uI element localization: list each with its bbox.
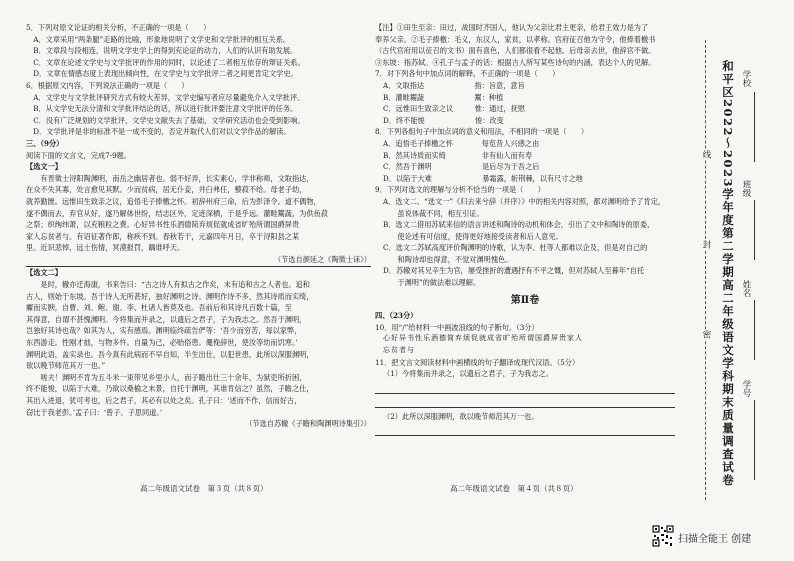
passage-one-line: 就养勤匮。远惟田生致亲之议，追悟毛子捧檄之怀。初辞州府三命，后为彭泽令。道不偶物， [26,196,321,206]
q10-text: 心好异书性乐酒德简弃烦促就成省旷殆所谓国爵屏贵家人 [383,334,583,343]
passage-two-line: 窃比于我老彭。’孟子曰：‘曾子、子思同道。’ [26,407,163,417]
passage-two-line: 癯而实腴，自曹、刘、鲍、谢、李、杜诸人皆莫及也。吾前后和其诗凡百数十篇，至 [26,303,292,313]
passage-one-source: （节选自颜延之《陶徵士诔》） [273,254,371,264]
qr-code-icon [652,525,674,547]
q10-stem: 10．用“/”给材料一中画波浪线的句子断句。（3分） [375,322,539,332]
annotation-note: ③东坡：指苏轼。④孔子与孟子的话：根据古人所写某些诗句的内涵，表达个人的见解。 [375,57,656,67]
passage-one-label: 【选文一】 [26,162,62,172]
passage-one-line: 在众不失其寡，处言愈见其默。少而贫病，居无仆妾，井臼弗任，藜菽不给。母老子幼， [26,185,307,195]
name-blank[interactable] [754,300,755,360]
section-three-heading: 三、（9分） [26,138,64,148]
passage-two-line: 东西游走。性刚才拙，与物多忤。自量为己，必贻俗患。僶俛辞世，使汝等幼而饥寒。’ [26,338,298,348]
q9-option-a: A．选文二、“选文一”《归去来兮辞（并序）》中的相关内容对照，都对渊明给予了肯定， [383,196,666,206]
passage-two-line-underlined: 其得意，自谓不甚愧渊明。今将集而并录之，以遗后之君子，子为我志之。然吾于渊明， [26,314,307,324]
cut-mark-seal: 封 [701,240,711,249]
field-label-class: 班级 [741,180,751,197]
cut-mark-line: 线 [701,150,711,159]
q7-stem: 7．对下列各句中加点词的解释，不正确的一项是（ ） [375,69,560,79]
exam-title: 和平区2022～2023学年度第二学期高二年级语文学科期末质量调查试卷 [721,60,735,488]
q9-option-b-cont: 使论述有可信度，使得更好地接受读者和后人意见。 [383,231,563,241]
scanner-watermark: 扫描全能王 创建 [678,534,752,545]
part-two-title: 第Ⅱ卷 [510,294,540,306]
student-id-blank[interactable] [754,400,755,480]
q11-answer-line-3[interactable] [375,422,675,436]
passage-one-line-wavy: 之祭；织绚纬萧，以充粮粒之费。心好异书性乐酒德简弃烦促就成省旷殆所谓国爵屏贵 [26,220,300,230]
passage-one-line: 有晋徵士浔阳陶渊明，南岳之幽居者也。弱不好弄，长实素心，学非称师，文取指达， [26,173,314,183]
passage-one-line: 里。近识悲悼，远士伤情，冥漠报罚，藕谁呼天。 [26,243,185,253]
binding-dashed-line [705,40,706,500]
q7-option-c: C．远惟田生致亲之议 惟：通过，抚慰 [383,104,526,114]
passage-one-line: 遂不偶而去，弃官从好，遂乃解体世纷，结志区外，定迹深栖，于是乎远。灌畦鬻蔬，为供鱼菽 [26,208,328,218]
annotation-note: 【注】①田生至亲：田过，战国时齐国人，他认为父亲比君主更亲，给君王效力是为了 [375,23,649,32]
q11-answer-line-2[interactable] [375,394,675,408]
q6-option-c: C．没有广泛规划的文学批评，文学史文献失去了基础，文学研究活动也会受到影响。 [26,115,305,125]
school-blank[interactable] [754,92,755,162]
q7-option-a: A．文取指达 指：旨意，意旨 [383,80,525,90]
q10-text-cont: 忘贫者与 [383,346,415,355]
q9-option-a-cont: 虽说体裁不同，相互引证。 [383,208,484,218]
q6-stem: 6．根据原文内容，下列说法正确的一项是（ ） [26,80,189,90]
q8-option-b: B．然其诗质而实绮 非有仙人而有寿 [383,150,533,160]
q5-option-a: A．文章采用“两条腿”走路的比喻，形象地说明了文学史和文学批评的相互关系。 [26,34,291,44]
passage-two-line: 嗟夫！渊明不肯为五斗米一束带见乡里小人，而子瞻出仕三十余年，为狱吏所折困， [26,372,307,382]
field-label-student-id: 学号 [741,380,751,397]
passage-two-line: 其出入进退，犹可考也，后之君子，其必有以处之矣。孔子曰：‘述而不作，信而好古， [26,396,302,405]
q8-option-a: A．追悟毛子捧檄之怀 每览昔人兴感之由 [383,138,540,148]
q9-stem: 9．下列对选文的理解与分析不恰当的一项是（ ） [375,185,545,195]
q6-option-d: D．文学批评是非的标准不是一成不变的，否定并取代人们对以文学作品的解读。 [26,127,291,137]
page-footer-middle: 高二年级语文试卷 第４页（共８页） [450,484,578,493]
passage-two-line: 古人，则始于东坡。吾于诗人无所甚好，独好渊明之诗。渊明作诗不多，然其诗质而实绮， [26,291,314,301]
q8-option-c: C．然吾于渊明 是后尽为于吾之后 [383,162,540,172]
q8-option-d: D．以陷于大难 暴霜露，斩荆棘，以有尺寸之地 [383,173,583,183]
q7-option-b: B．灌畦鬻蔬 鬻：种植 [383,92,504,102]
q9-option-c: C．选文二苏轼高度评价陶渊明的诗歌，认为李、杜等人都难以企及，但是对自己的 [383,243,648,253]
field-label-name: 姓名 [741,280,751,297]
page-footer-left: 高二年级语文试卷 第３页（共８页） [140,484,268,493]
passage-two-line: 欲以晚节师范其万一也。” [26,361,106,371]
q9-option-b: B．选文二借用苏轼来信的语言讲述和陶诗的动机和体会，引出了文中和陶诗的原委， [383,220,655,230]
field-label-school: 学校 [741,70,751,87]
middle-column [375,22,675,436]
annotation-note: （古代官府用以征召的文书）面有喜色，人们都很看不起他。后母亲去世，他辞官不做。 [375,46,656,56]
annotation-note: 奉养父亲。②毛子捧檄：毛义，东汉人，家贫，以孝称。官府征召他为守令，他捧着檄书 [375,34,656,44]
passage-two-line-underlined: 渊明此语，盖实录也。吾今真有此病而不早自知，半生出仕，以犯世患，此所以深服渊明， [26,349,314,359]
q11-stem: 11．把文言文阅读材料中画横线的句子翻译成现代汉语。（5分） [375,357,580,367]
section-four-heading: 四、（23分） [375,311,418,321]
q9-option-c-cont: 和陶诗却也得意，不觉对渊明愧色。 [383,254,513,264]
passage-two-label: 【选文二】 [26,266,371,279]
q5-option-b: B．文章段与段相连，说明文学史学上的得到充论证的动力，人们的认识有助发展。 [26,46,298,56]
passage-two-line: 终不能悛，以陷于大难，乃欲以桑榆之末景，自托于渊明，其谁肯信之？虽然，子瞻之仕， [26,384,314,394]
q9-option-d: D．苏辙对其兄辛生为官，屡受挫折的遭遇抒有不平之慨，但对苏轼人至暮年“自托 [383,266,645,276]
passage-two-line: 岂独好其诗也哉？如其为人，实有感焉。渊明临终疏告俨等：‘吾少而穷苦，每以家弊， [26,326,302,336]
passage-two-source: （节选自苏辙《子瞻和陶渊明诗集引》） [245,419,371,429]
q5-option-c: C．文章在论述文学史与文学批评的作用的同时，以论述了二者相互依存的辩证关系。 [26,57,305,67]
q11-part-1: （1）今将集而并录之，以遗后之君子，子为我志之。 [383,369,553,379]
q8-stem: 8．下列各组句子中加点词的意义和用法，不相同的一项是（ ） [375,127,589,137]
q7-option-d: D．终不能悛 悛：改变 [383,115,504,125]
q6-option-a: A．文学史与文学批评研究方式有较大差异，文学史编写者应尽量避免介入文学批评。 [26,92,305,102]
q5-option-d: D．文章在情感态度上表现出倾向性，在文学史与文学批评二者之间更肯定文学史。 [26,69,298,79]
left-column [26,22,371,430]
q11-part-2: （2）此所以深服渊明，欲以晚节师范其万一也。 [383,411,539,421]
reading-instruction: 阅读下面的文言文，完成7-9题。 [26,150,132,160]
passage-two-line: 是时，辙亦迁海康，书来告曰：“古之诗人有拟古之作矣，未有追和古之人者也。追和 [26,280,310,290]
q9-option-d-cont: 于渊明”的做法难以理解。 [383,278,481,288]
q11-answer-line-1[interactable] [375,380,675,394]
cut-mark-secret: 密 [701,330,711,339]
q5-stem: 5．下列对原文论证的相关分析，不正确的一项是（ ） [26,23,211,32]
q6-option-b: B．从文学史无法分清和文学批评结论的话，所以进行批评要注意文学批评的任务。 [26,104,298,114]
class-blank[interactable] [754,200,755,260]
passage-one-line: 家人忘贫者与。有诏征著作郎，称疾不到。春秋若干，元嘉四年月日，卒于浔阳县之某 [26,231,300,241]
